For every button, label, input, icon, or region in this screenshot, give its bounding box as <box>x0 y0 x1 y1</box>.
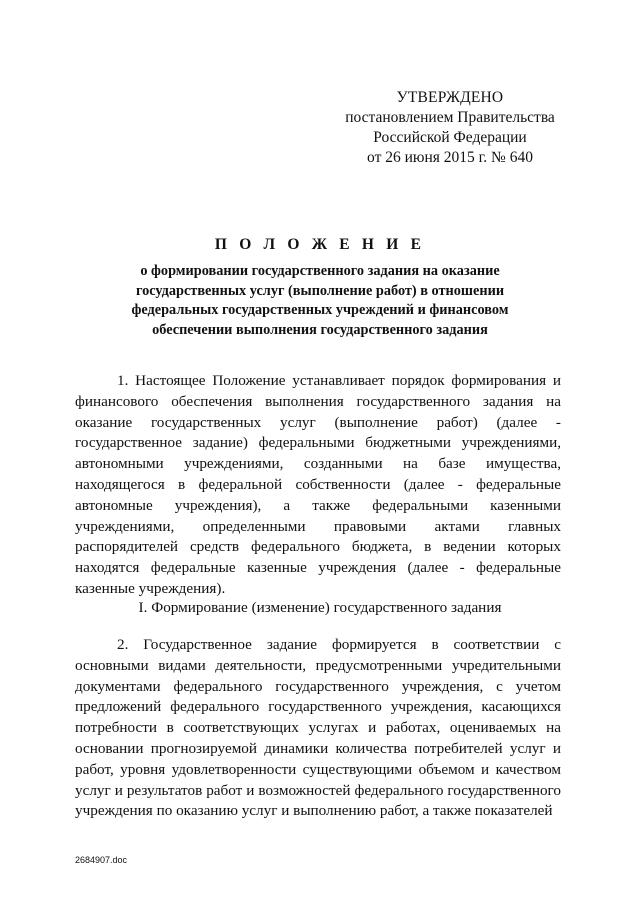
document-subtitle: о формировании государственного задания на оказание государственных услуг (выполнение работ) в отношении федеральных государственных учреждений и финансовом обеспечении выполнения государственного задания <box>131 263 509 338</box>
footer-filename: 2684907.doc <box>75 855 128 865</box>
approval-line-3: от 26 июня 2015 г. № 640 <box>367 149 533 166</box>
body-paragraph-2 <box>75 635 561 822</box>
body-paragraph-1 <box>75 371 561 600</box>
paragraph-text: 1. Настоящее Положение устанавливает порядок формирования и финансового обеспечения выполнения государственного задания на оказание государственных услуг (выполнение работ) (далее - государственное задание) федеральными бюджетными учреждениями, автономными учреждениями, созданными на базе имущества, находящегося в федеральной собственности (далее - федеральные автономные учреждения), а также федеральными казенными учреждениями, определенными правовыми актами главных распорядителей средств федерального бюджета, в ведении которых находятся федеральные казенные учреждения (далее - федеральные казенные учреждения). <box>75 372 561 597</box>
approval-line-1: постановлением Правительства <box>345 109 555 126</box>
approval-stamp <box>330 88 570 168</box>
paragraph-text: 2. Государственное задание формируется в соответствии с основными видами деятельности, предусмотренными учредительными документами федерального государственного учреждения, с учетом предложений федерального государственного учреждения, касающихся потребности в соответствующих услугах и работах, оцениваемых на основании прогнозируемой динамики количества потребителей услуг и работ, уровня удовлетворенности существующими объемом и качеством услуг и результатов работ и возможностей федерального государственного учреждения по оказанию услуг и выполнению работ, а также показателей <box>75 636 561 820</box>
approval-heading: УТВЕРЖДЕНО <box>396 89 504 106</box>
approval-line-2: Российской Федерации <box>373 129 527 146</box>
document-title: П О Л О Ж Е Н И Е <box>214 236 426 253</box>
section-heading: I. Формирование (изменение) государственного задания <box>138 599 502 616</box>
